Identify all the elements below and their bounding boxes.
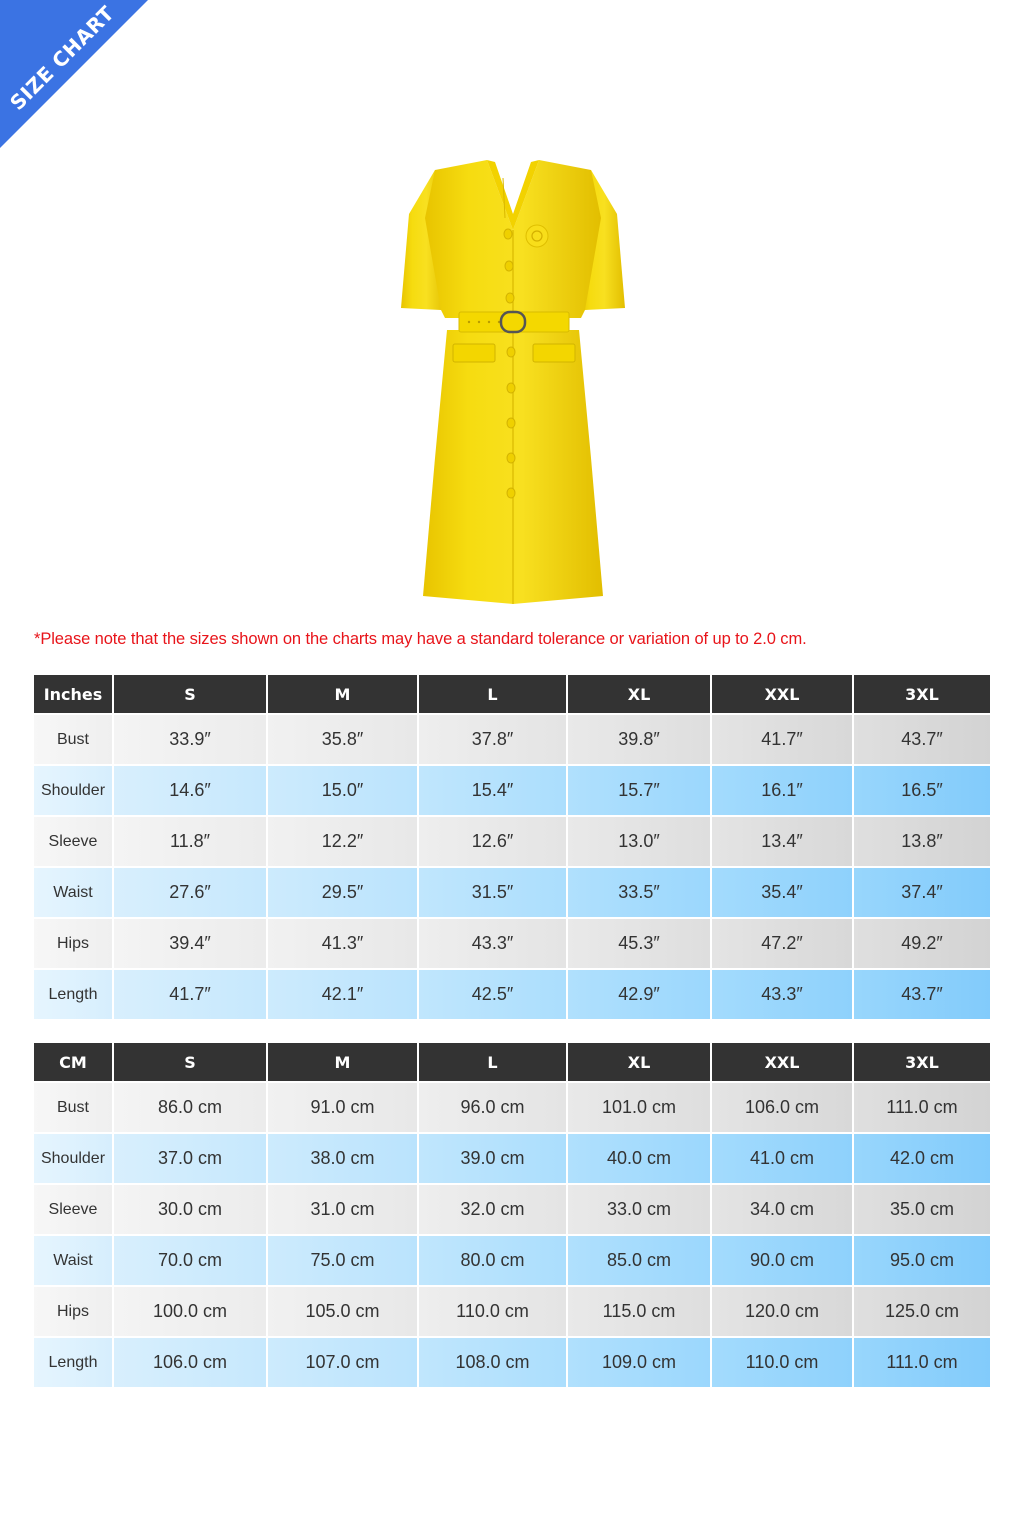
header-unit: CM (34, 1043, 112, 1081)
cell: 49.2″ (854, 919, 990, 968)
cell: 43.3″ (419, 919, 566, 968)
table-row-shoulder (34, 1134, 990, 1183)
row-label: Hips (34, 1287, 112, 1336)
header-size-3xl: 3XL (854, 675, 990, 713)
header-size-l: L (419, 675, 566, 713)
table-row-shoulder (34, 766, 990, 815)
table-row-hips (34, 1287, 990, 1336)
cell: 108.0 cm (419, 1338, 566, 1387)
cell: 42.5″ (419, 970, 566, 1019)
cell: 42.0 cm (854, 1134, 990, 1183)
row-label: Waist (34, 868, 112, 917)
cell: 41.3″ (268, 919, 417, 968)
cell: 13.8″ (854, 817, 990, 866)
size-table-cm (32, 1041, 992, 1389)
banner-triangle (0, 0, 148, 148)
cell: 39.4″ (114, 919, 266, 968)
table-row-length (34, 970, 990, 1019)
cell: 42.9″ (568, 970, 710, 1019)
header-size-xxl: XXL (712, 1043, 852, 1081)
size-chart-banner (0, 0, 148, 148)
header-size-3xl: 3XL (854, 1043, 990, 1081)
table-row-sleeve (34, 1185, 990, 1234)
tolerance-note: *Please note that the sizes shown on the charts may have a standard tolerance or variation of up to 2.0 cm. (34, 630, 807, 648)
cell: 29.5″ (268, 868, 417, 917)
cell: 35.4″ (712, 868, 852, 917)
cell: 41.7″ (712, 715, 852, 764)
cell: 43.7″ (854, 715, 990, 764)
cell: 110.0 cm (712, 1338, 852, 1387)
cell: 13.0″ (568, 817, 710, 866)
cell: 47.2″ (712, 919, 852, 968)
row-label: Shoulder (34, 1134, 112, 1183)
table-header-row (34, 1043, 990, 1081)
table-row-hips (34, 919, 990, 968)
cell: 86.0 cm (114, 1083, 266, 1132)
product-image-dress (395, 158, 631, 608)
cell: 109.0 cm (568, 1338, 710, 1387)
row-label: Waist (34, 1236, 112, 1285)
row-label: Sleeve (34, 817, 112, 866)
cell: 33.0 cm (568, 1185, 710, 1234)
cell: 43.7″ (854, 970, 990, 1019)
cell: 16.5″ (854, 766, 990, 815)
cell: 31.5″ (419, 868, 566, 917)
cell: 101.0 cm (568, 1083, 710, 1132)
cell: 120.0 cm (712, 1287, 852, 1336)
cell: 106.0 cm (712, 1083, 852, 1132)
header-size-xl: XL (568, 1043, 710, 1081)
cell: 13.4″ (712, 817, 852, 866)
header-unit: Inches (34, 675, 112, 713)
header-size-s: S (114, 675, 266, 713)
header-size-s: S (114, 1043, 266, 1081)
table-header-row (34, 675, 990, 713)
cell: 43.3″ (712, 970, 852, 1019)
cell: 15.4″ (419, 766, 566, 815)
cell: 85.0 cm (568, 1236, 710, 1285)
cell: 15.7″ (568, 766, 710, 815)
cell: 80.0 cm (419, 1236, 566, 1285)
table-row-sleeve (34, 817, 990, 866)
cell: 41.0 cm (712, 1134, 852, 1183)
cell: 37.4″ (854, 868, 990, 917)
row-label: Sleeve (34, 1185, 112, 1234)
cell: 30.0 cm (114, 1185, 266, 1234)
cell: 95.0 cm (854, 1236, 990, 1285)
cell: 12.6″ (419, 817, 566, 866)
table-row-waist (34, 1236, 990, 1285)
cell: 11.8″ (114, 817, 266, 866)
cell: 32.0 cm (419, 1185, 566, 1234)
cell: 35.8″ (268, 715, 417, 764)
table-row-bust (34, 715, 990, 764)
cell: 70.0 cm (114, 1236, 266, 1285)
cell: 111.0 cm (854, 1338, 990, 1387)
cell: 90.0 cm (712, 1236, 852, 1285)
cell: 37.8″ (419, 715, 566, 764)
row-label: Hips (34, 919, 112, 968)
cell: 33.9″ (114, 715, 266, 764)
cell: 15.0″ (268, 766, 417, 815)
cell: 40.0 cm (568, 1134, 710, 1183)
header-size-xl: XL (568, 675, 710, 713)
cell: 105.0 cm (268, 1287, 417, 1336)
cell: 14.6″ (114, 766, 266, 815)
belt (459, 312, 569, 332)
cell: 42.1″ (268, 970, 417, 1019)
row-label: Length (34, 1338, 112, 1387)
cell: 100.0 cm (114, 1287, 266, 1336)
dress-illustration (395, 158, 631, 608)
header-size-xxl: XXL (712, 675, 852, 713)
header-size-l: L (419, 1043, 566, 1081)
cell: 91.0 cm (268, 1083, 417, 1132)
cell: 16.1″ (712, 766, 852, 815)
cell: 45.3″ (568, 919, 710, 968)
cell: 31.0 cm (268, 1185, 417, 1234)
cell: 111.0 cm (854, 1083, 990, 1132)
table-row-waist (34, 868, 990, 917)
cell: 75.0 cm (268, 1236, 417, 1285)
cell: 39.0 cm (419, 1134, 566, 1183)
row-label: Length (34, 970, 112, 1019)
cell: 38.0 cm (268, 1134, 417, 1183)
left-pocket-flap (453, 344, 495, 362)
cell: 37.0 cm (114, 1134, 266, 1183)
right-pocket-flap (533, 344, 575, 362)
row-label: Bust (34, 715, 112, 764)
table-row-bust (34, 1083, 990, 1132)
cell: 35.0 cm (854, 1185, 990, 1234)
size-table-inches (32, 673, 992, 1021)
cell: 41.7″ (114, 970, 266, 1019)
cell: 12.2″ (268, 817, 417, 866)
cell: 34.0 cm (712, 1185, 852, 1234)
cell: 39.8″ (568, 715, 710, 764)
flower-brooch (526, 225, 548, 247)
header-size-m: M (268, 1043, 417, 1081)
cell: 106.0 cm (114, 1338, 266, 1387)
banner-label: SIZE CHART (5, 1, 119, 115)
row-label: Shoulder (34, 766, 112, 815)
cell: 96.0 cm (419, 1083, 566, 1132)
header-size-m: M (268, 675, 417, 713)
cell: 115.0 cm (568, 1287, 710, 1336)
cell: 107.0 cm (268, 1338, 417, 1387)
row-label: Bust (34, 1083, 112, 1132)
cell: 110.0 cm (419, 1287, 566, 1336)
cell: 27.6″ (114, 868, 266, 917)
cell: 33.5″ (568, 868, 710, 917)
cell: 125.0 cm (854, 1287, 990, 1336)
table-row-length (34, 1338, 990, 1387)
